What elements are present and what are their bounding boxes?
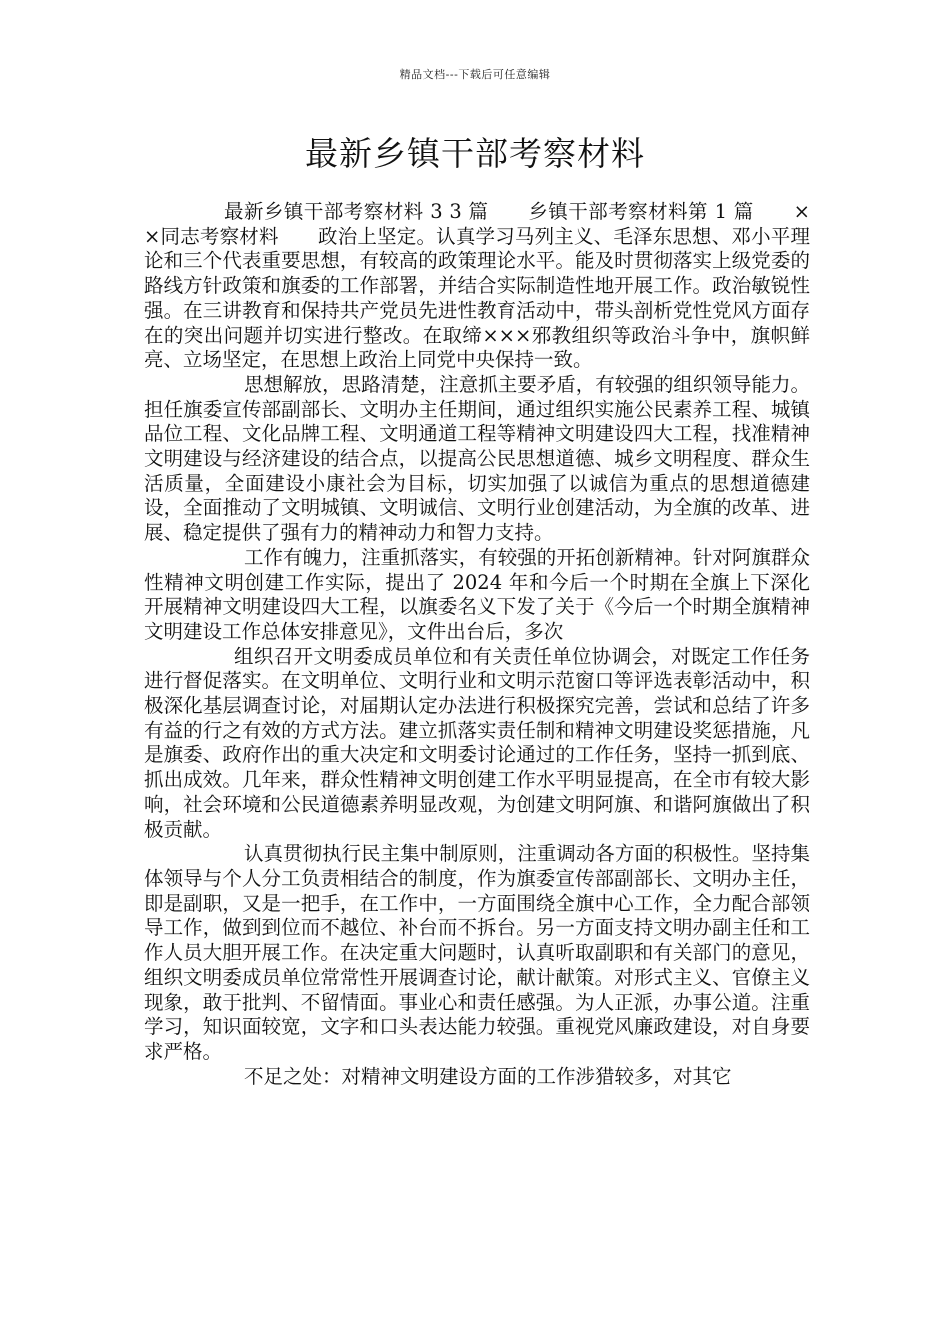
body-paragraph: 最新乡镇干部考察材料 3 3 篇 乡镇干部考察材料第 1 篇 ××同志考察材料 政治上坚定。认真学习马列主义、毛泽东思想、邓小平理论和三个代表重要思想，有较高的政策理论水平。能及时贯彻落实上级党委的路线方针政策和旗委的工作部署，并结合实际制造性地开展工作。政治敏锐性强。在三讲教育和保持共产党员先进性教育活动中，带头剖析党性党风方面存在的突出问题并切实进行整改。在取缔×××邪教组织等政治斗争中，旗帜鲜亮、立场坚定，在思想上政治上同党中央保持一致。 xyxy=(144,200,810,372)
body-paragraph: 认真贯彻执行民主集中制原则，注重调动各方面的积极性。坚持集体领导与个人分工负责相结合的制度，作为旗委宣传部副部长、文明办主任，即是副职，又是一把手，在工作中，一方面围绕全旗中心工作，全力配合部领导工作，做到到位而不越位、补台而不拆台。另一方面支持文明办副主任和工作人员大胆开展工作。在决定重大问题时，认真听取副职和有关部门的意见，组织文明委成员单位常常性开展调查讨论，献计献策。对形式主义、官僚主义现象，敢于批判、不留情面。事业心和责任感强。为人正派，办事公道。注重学习，知识面较宽，文字和口头表达能力较强。重视党风廉政建设，对自身要求严格。 xyxy=(144,842,810,1063)
document-body xyxy=(144,200,810,1089)
document-title: 最新乡镇干部考察材料 xyxy=(305,134,645,173)
body-paragraph: 不足之处：对精神文明建设方面的工作涉猎较多，对其它 xyxy=(244,1064,732,1088)
body-paragraph: 工作有魄力，注重抓落实，有较强的开拓创新精神。针对阿旗群众性精神文明创建工作实际，提出了 2024 年和今后一个时期在全旗上下深化开展精神文明建设四大工程，以旗委名义下发了关于《今后一个时期全旗精神文明建设工作总体安排意见》，文件出台后，多次 xyxy=(144,545,810,643)
header-note: 精品文档---下载后可任意编辑 xyxy=(399,68,551,81)
body-paragraph: 思想解放，思路清楚，注意抓主要矛盾，有较强的组织领导能力。担任旗委宣传部副部长、文明办主任期间，通过组织实施公民素养工程、城镇品位工程、文化品牌工程、文明通道工程等精神文明建设四大工程，找准精神文明建设与经济建设的结合点，以提高公民思想道德、城乡文明程度、群众生活质量，全面建设小康社会为目标，切实加强了以诚信为重点的思想道德建设，全面推动了文明城镇、文明诚信、文明行业创建活动，为全旗的改革、进展、稳定提供了强有力的精神动力和智力支持。 xyxy=(144,372,810,545)
body-paragraph: 组织召开文明委成员单位和有关责任单位协调会，对既定工作任务进行督促落实。在文明单位、文明行业和文明示范窗口等评选表彰活动中，积极深化基层调查讨论，对届期认定办法进行积极探究完善，尝试和总结了许多有益的行之有效的方式方法。建立抓落实责任制和精神文明建设奖惩措施，凡是旗委、政府作出的重大决定和文明委讨论通过的工作任务，坚持一抓到底、抓出成效。几年来，群众性精神文明创建工作水平明显提高，在全市有较大影响，社会环境和公民道德素养明显改观，为创建文明阿旗、和谐阿旗做出了积极贡献。 xyxy=(144,644,810,841)
